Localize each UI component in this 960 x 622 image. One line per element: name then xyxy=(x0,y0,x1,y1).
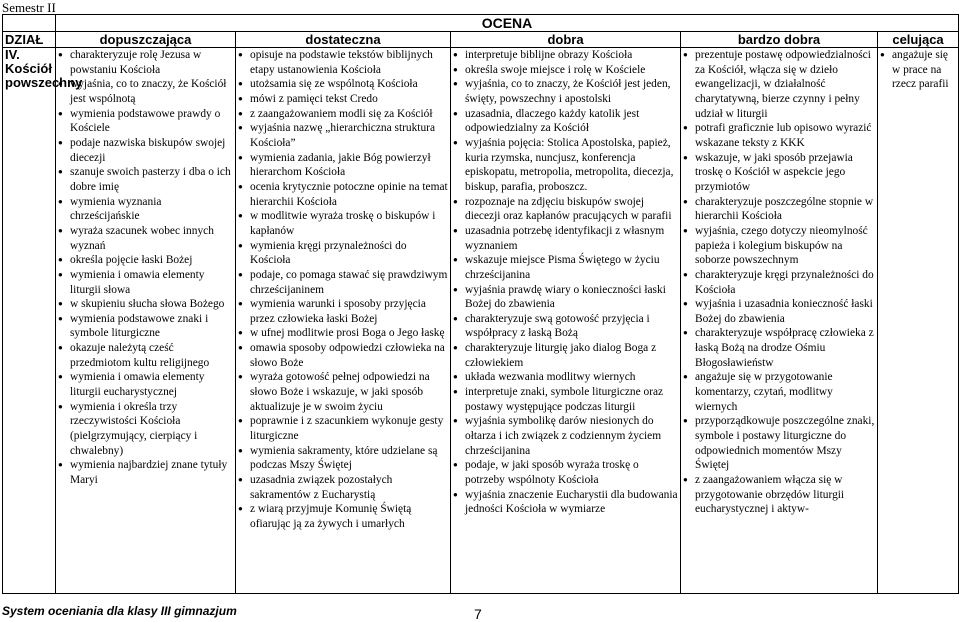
criterion-item: ● charakteryzuje współpracę człowieka z łaską Bożą na drodze Ośmiu Błogosławieństw xyxy=(683,326,875,370)
criterion-item: ● podaje nazwiska biskupów swojej diecezji xyxy=(58,136,233,165)
criterion-item: ● wymienia zadania, jakie Bóg powierzył hierarchom Kościoła xyxy=(238,151,448,180)
criterion-item: ● uzasadnia potrzebę identyfikacji z własnym wyznaniem xyxy=(453,224,678,253)
criterion-item: ● wyjaśnia i uzasadnia konieczność łaski Bożej do zbawienia xyxy=(683,297,875,326)
criterion-item: ● wymienia i omawia elementy liturgii eucharystycznej xyxy=(58,370,233,399)
criterion-item: ● wyjaśnia nazwę „hierarchiczna struktura Kościoła” xyxy=(238,121,448,150)
criterion-item: ● mówi z pamięci tekst Credo xyxy=(238,92,448,107)
criterion-item: ● charakteryzuje kręgi przynależności do Kościoła xyxy=(683,268,875,297)
criterion-item: ● określa pojęcie łaski Bożej xyxy=(58,253,233,268)
criterion-item: ● wymienia warunki i sposoby przyjęcia przez człowieka łaski Bożej xyxy=(238,297,448,326)
semester-label: Semestr II xyxy=(2,0,56,15)
criterion-item: ● szanuje swoich pasterzy i dba o ich dobre imię xyxy=(58,165,233,194)
criterion-item: ● wyjaśnia, czego dotyczy nieomylność papieża i kolegium biskupów na soborze powszechnym xyxy=(683,224,875,268)
criterion-item: ● charakteryzuje poszczególne stopnie w hierarchii Kościoła xyxy=(683,195,875,224)
criterion-item: ● ocenia krytycznie potoczne opinie na temat hierarchii Kościoła xyxy=(238,180,448,209)
criterion-item: ● wyjaśnia symbolikę darów niesionych do ołtarza i ich związek z codziennym życiem chrześcijanina xyxy=(453,414,678,458)
header-bardzo-dobra: bardzo dobra xyxy=(681,32,878,48)
criterion-item: ● z zaangażowaniem modli się za Kościół xyxy=(238,107,448,122)
header-dzial: DZIAŁ xyxy=(3,32,56,48)
header-dopuszczajaca: dopuszczająca xyxy=(56,32,236,48)
header-dostateczna: dostateczna xyxy=(236,32,451,48)
column-bardzo-dobra xyxy=(681,48,878,594)
criterion-item: ● wymienia kręgi przynależności do Kościoła xyxy=(238,239,448,268)
criterion-item: ● charakteryzuje rolę Jezusa w powstaniu Kościoła xyxy=(58,48,233,77)
criterion-item: ● okazuje należytą cześć przedmiotom kultu religijnego xyxy=(58,341,233,370)
criterion-item: ● interpretuje znaki, symbole liturgiczne oraz postawy występujące podczas liturgii xyxy=(453,385,678,414)
criterion-item: ● uzasadnia, dlaczego każdy katolik jest odpowiedzialny za Kościół xyxy=(453,107,678,136)
criterion-item: ● przyporządkowuje poszczególne znaki, symbole i postawy liturgiczne do odpowiednich momentów Mszy Świętej xyxy=(683,414,875,473)
criterion-item: ● wyjaśnia znaczenie Eucharystii dla budowania jedności Kościoła w wymiarze xyxy=(453,488,678,517)
criterion-item: ● wyraża szacunek wobec innych wyznań xyxy=(58,224,233,253)
criterion-item: ● wyjaśnia prawdę wiary o konieczności łaski Bożej do zbawienia xyxy=(453,283,678,312)
criterion-item: ● w skupieniu słucha słowa Bożego xyxy=(58,297,233,312)
column-dostateczna xyxy=(236,48,451,594)
header-celujaca: celująca xyxy=(878,32,959,48)
criterion-item: ● utożsamia się ze wspólnotą Kościoła xyxy=(238,77,448,92)
criterion-item: ● wymienia i omawia elementy liturgii słowa xyxy=(58,268,233,297)
criterion-item: ● interpretuje biblijne obrazy Kościoła xyxy=(453,48,678,63)
criterion-item: ● wskazuje miejsce Pisma Świętego w życiu chrześcijanina xyxy=(453,253,678,282)
criterion-item: ● rozpoznaje na zdjęciu biskupów swojej diecezji oraz kapłanów pracujących w parafii xyxy=(453,195,678,224)
criterion-item: ● angażuje się w prace na rzecz parafii xyxy=(880,48,956,92)
criterion-item: ● poprawnie i z szacunkiem wykonuje gesty liturgiczne xyxy=(238,414,448,443)
criterion-item: ● w ufnej modlitwie prosi Boga o Jego łaskę xyxy=(238,326,448,341)
criterion-item: ● wyjaśnia, co to znaczy, że Kościół jest jeden, święty, powszechny i apostolski xyxy=(453,77,678,106)
criterion-item: ● uzasadnia związek pozostałych sakramentów z Eucharystią xyxy=(238,473,448,502)
criterion-item: ● potrafi graficznie lub opisowo wyrazić wskazane teksty z KKK xyxy=(683,121,875,150)
criterion-item: ● prezentuje postawę odpowiedzialności za Kościół, włącza się w dzieło ewangelizacji, w działalność charytatywną, bierze czynny i pełny udział w liturgii xyxy=(683,48,875,121)
criterion-item: ● wymienia i określa trzy rzeczywistości Kościoła (pielgrzymujący, cierpiący i chwalebny) xyxy=(58,400,233,459)
column-celujaca xyxy=(878,48,959,594)
criterion-item: ● charakteryzuje liturgię jako dialog Boga z człowiekiem xyxy=(453,341,678,370)
criterion-item: ● z wiarą przyjmuje Komunię Świętą ofiarując ją za żywych i umarłych xyxy=(238,502,448,531)
criterion-item: ● wymienia podstawowe znaki i symbole liturgiczne xyxy=(58,312,233,341)
criterion-item: ● opisuje na podstawie tekstów biblijnych etapy ustanowienia Kościoła xyxy=(238,48,448,77)
criterion-item: ● wyjaśnia pojęcia: Stolica Apostolska, papież, kuria rzymska, nuncjusz, konferencja episkopatu, metropolia, metropolita, diecezja, biskup, parafia, proboszcz. xyxy=(453,136,678,195)
column-dopuszczajaca xyxy=(56,48,236,594)
criterion-item: ● wskazuje, w jaki sposób przejawia troskę o Kościół w aspekcie jego przymiotów xyxy=(683,151,875,195)
criterion-item: ● podaje, w jaki sposób wyraża troskę o potrzeby wspólnoty Kościoła xyxy=(453,458,678,487)
criterion-item: ● wymienia wyznania chrześcijańskie xyxy=(58,195,233,224)
dzial-name: IV. Kościół powszechny xyxy=(3,48,56,594)
criterion-item: ● układa wezwania modlitwy wiernych xyxy=(453,370,678,385)
page-number: 7 xyxy=(474,606,482,622)
criterion-item: ● wyraża gotowość pełnej odpowiedzi na słowo Boże i wskazuje, w jaki sposób aktualizuje je w swoim życiu xyxy=(238,370,448,414)
footer: System oceniania dla klasy III gimnazjum xyxy=(2,604,237,618)
column-dobra xyxy=(451,48,681,594)
criterion-item: ● wymienia sakramenty, które udzielane są podczas Mszy Świętej xyxy=(238,444,448,473)
criterion-item: ● charakteryzuje swą gotowość przyjęcia i współpracy z łaską Bożą xyxy=(453,312,678,341)
criterion-item: ● z zaangażowaniem włącza się w przygotowanie obrzędów liturgii eucharystycznej i aktyw- xyxy=(683,473,875,517)
criterion-item: ● angażuje się w przygotowanie komentarzy, czytań, modlitwy wiernych xyxy=(683,370,875,414)
criterion-item: ● omawia sposoby odpowiedzi człowieka na słowo Boże xyxy=(238,341,448,370)
criterion-item: ● wymienia podstawowe prawdy o Kościele xyxy=(58,107,233,136)
header-dobra: dobra xyxy=(451,32,681,48)
criterion-item: ● wymienia najbardziej znane tytuły Maryi xyxy=(58,458,233,487)
grading-table xyxy=(2,14,959,594)
ocena-header: OCENA xyxy=(56,15,959,32)
criterion-item: ● podaje, co pomaga stawać się prawdziwym chrześcijaninem xyxy=(238,268,448,297)
criterion-item: ● w modlitwie wyraża troskę o biskupów i kapłanów xyxy=(238,209,448,238)
criterion-item: ● określa swoje miejsce i rolę w Kościele xyxy=(453,63,678,78)
criterion-item: ● wyjaśnia, co to znaczy, że Kościół jest wspólnotą xyxy=(58,77,233,106)
